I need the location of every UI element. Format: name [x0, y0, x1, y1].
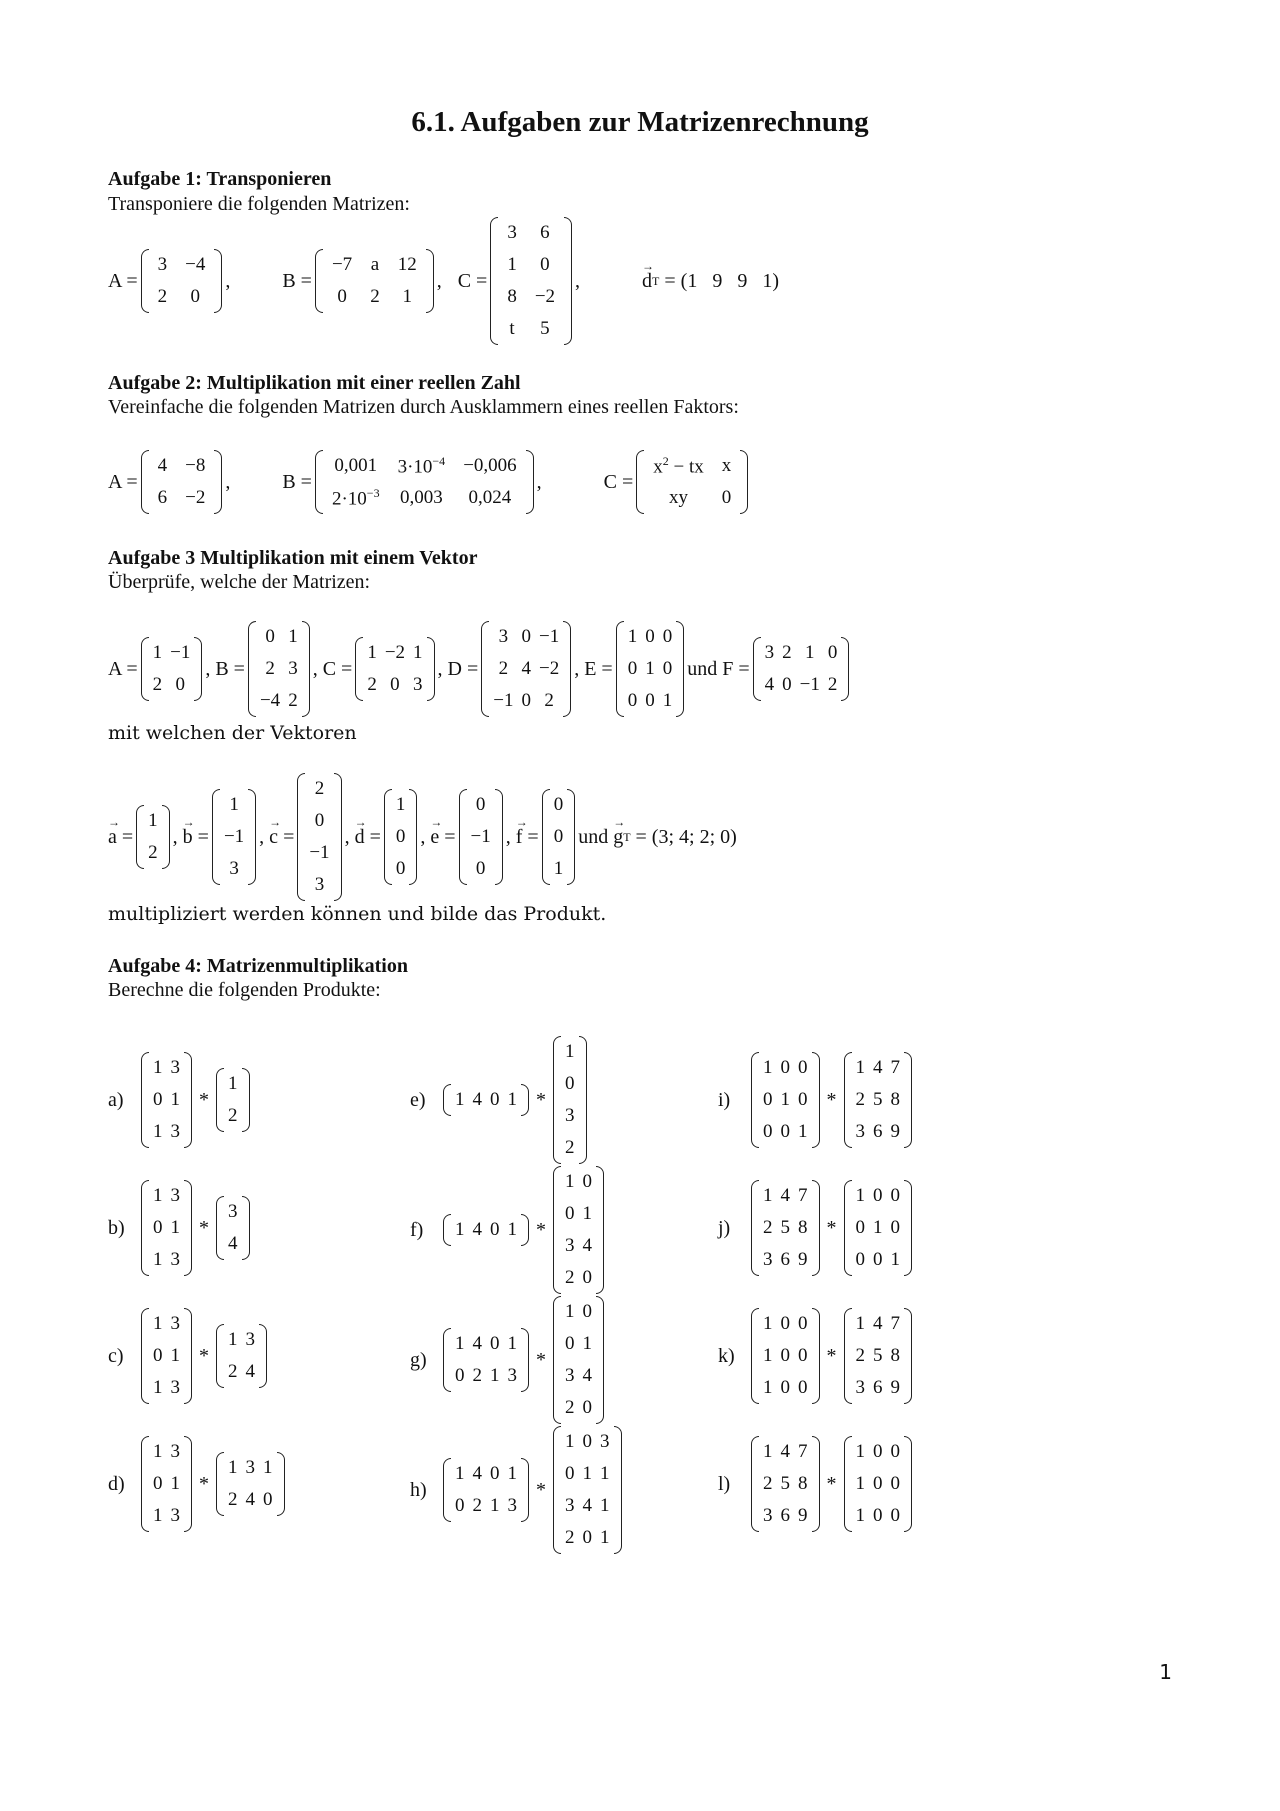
page-number: 1	[1159, 1660, 1172, 1684]
task1-intro: Transponiere die folgenden Matrizen:	[108, 193, 410, 215]
matrix-B-t1: B = −7 a 12 0 2 1 ,	[282, 249, 441, 313]
task2-matrices	[108, 446, 751, 518]
task3-matrices	[108, 620, 852, 718]
page-title: 6.1. Aufgaben zur Matrizenrechnung	[411, 106, 869, 138]
matrix-C-t3: 1 −2 1 2 0 3 , D =	[352, 637, 478, 701]
matrix-D-t3: 3 0 −1 2 4 −2 −1 0 2 , E =	[478, 621, 612, 717]
exercise-k: k) 1 0 0 1 0 0 1 0 0 * 1 4 7 2 5 8 3 6 9	[718, 1296, 915, 1416]
exercise-j: j) 1 4 7 2 5 8 3 6 9 * 1 0 0 0 1 0 0 0 1	[718, 1168, 915, 1288]
exercise-c: c) 1 3 0 1 1 3 * 1 3 2 4	[108, 1296, 270, 1416]
matrix-E-t3: 1 0 0 0 1 0 0 0 1 und F =	[613, 621, 750, 717]
exercise-h: h) 1 4 0 1 0 2 1 3 * 1 0 3 0 1 1 3 4 1 2 0 1	[410, 1418, 625, 1562]
task1-heading: Aufgabe 1: Transponieren	[108, 168, 332, 190]
matrix-C-t1: C = 3 6 1 0 8 −2 t 5 ,	[458, 217, 580, 345]
matrix-A-t2: A = 4 −8 6 −2 ,	[108, 450, 230, 514]
vector-a: → a = 1 2 ,	[108, 805, 178, 869]
task3-intro: Überprüfe, welche der Matrizen:	[108, 571, 371, 593]
exercise-a: a) 1 3 0 1 1 3 * 1 2	[108, 1040, 253, 1160]
vector-f: → f = 0 0 1 und → g T = (3; 4; 2; 0)	[511, 789, 737, 885]
task3-vectors	[108, 772, 737, 902]
matrix-C-t2: C = $x^2$ − tx x xy 0	[604, 450, 752, 514]
matrix-B-t2: B = 0,001 $3\cdot 10^{-4}$ −0,006 $2\cdot 10^{-3}$ 0,003 0,024 ,	[282, 450, 541, 514]
task1-matrices	[108, 218, 779, 344]
task2-heading: Aufgabe 2: Multiplikation mit einer reellen Zahl	[108, 372, 521, 394]
vector-c: → c = 2 0 −1 3 ,	[264, 773, 349, 901]
vector-e: → e = 0 −1 0 ,	[425, 789, 510, 885]
task3-heading: Aufgabe 3 Multiplikation mit einem Vektor	[108, 547, 478, 569]
matrix-B-t3: 0 1 2 3 −4 2 , C =	[245, 621, 352, 717]
exercise-d: d) 1 3 0 1 1 3 * 1 3 1 2 4 0	[108, 1424, 288, 1544]
exercise-e: e) 1 4 0 1 * 1 0 3 2	[410, 1028, 590, 1172]
vector-d: → d = 1 0 0 ,	[350, 789, 426, 885]
task4-intro: Berechne die folgenden Produkte:	[108, 979, 381, 1001]
exercise-i: i) 1 0 0 0 1 0 0 0 1 * 1 4 7 2 5 8 3 6 9	[718, 1040, 915, 1160]
exercise-b: b) 1 3 0 1 1 3 * 3 4	[108, 1168, 253, 1288]
task2-intro: Vereinfache die folgenden Matrizen durch Ausklammern eines reellen Faktors:	[108, 396, 739, 418]
exercise-f: f) 1 4 0 1 * 1 0 0 1 3 4 2 0	[410, 1158, 607, 1302]
vector-dT: → d T = (1 9 9 1)	[642, 258, 779, 292]
task3-middle: mit welchen der Vektoren	[108, 722, 357, 744]
vector-b: → b = 1 −1 3 ,	[178, 789, 265, 885]
exercise-l: l) 1 4 7 2 5 8 3 6 9 * 1 0 0 1 0 0 1 0 0	[718, 1424, 915, 1544]
matrix-A-t1: A = 3 −4 2 0 ,	[108, 249, 230, 313]
matrix-A-t3: A = 1 −1 2 0 , B =	[108, 637, 245, 701]
exercise-g: g) 1 4 0 1 0 2 1 3 * 1 0 0 1 3 4 2 0	[410, 1288, 607, 1432]
task4-heading: Aufgabe 4: Matrizenmultiplikation	[108, 955, 408, 977]
task3-outro: multipliziert werden können und bilde das Produkt.	[108, 903, 607, 925]
matrix-F-t3: 3 2 1 0 4 0 −1 2	[750, 637, 853, 701]
